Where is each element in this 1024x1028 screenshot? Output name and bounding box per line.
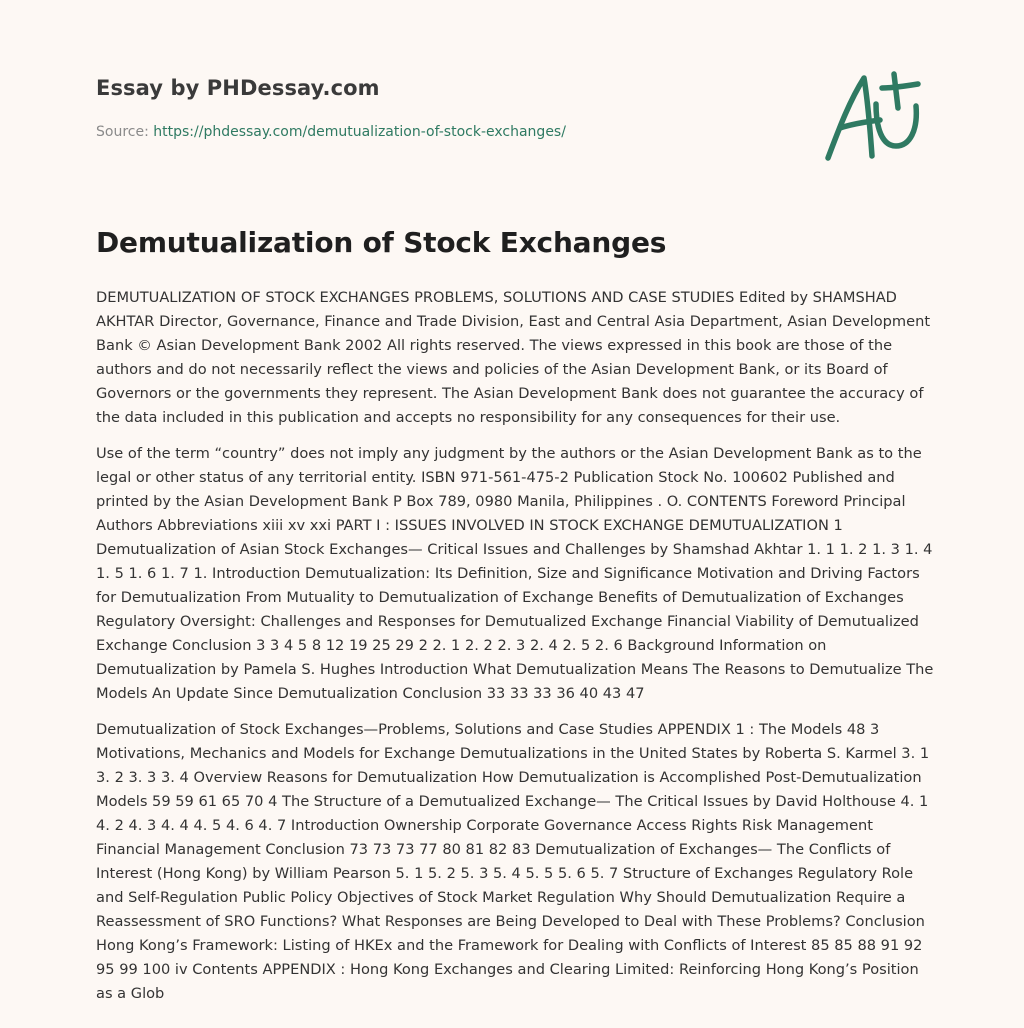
article-paragraph: Demutualization of Stock Exchanges—Problems, Solutions and Case Studies APPENDIX 1 : The Models 48 3 Motivations, Mechanics and Models for Exchange Demutualizations in the United States by Roberta S. Karmel 3. 1 3. 2 3. 3 3. 4 Overview Reasons for Demutualization How Demutualization is Accomplished Post-Demutualization Models 59 59 61 65 70 4 The Structure of a Demutualized Exchange— The Critical Issues by David Holthouse 4. 1 4. 2 4. 3 4. 4 4. 5 4. 6 4. 7 Introduction Ownership Corporate Governance Access Rights Risk Management Financial Management Conclusion 73 73 73 77 80 81 82 83 Demutualization of Exchanges— The Conflicts of Interest (Hong Kong) by William Pearson 5. 1 5. 2 5. 3 5. 4 5. 5 5. 6 5. 7 Structure of Exchanges Regulatory Role and Self-Regulation Public Policy Objectives of Stock Market Regulation Why Should Demutualization Require a Reassessment of SRO Functions? What Responses are Being Developed to Deal with These Problems? Conclusion Hong Kong’s Framework: Listing of HKEx and the Framework for Dealing with Conflicts of Interest 85 85 88 91 92 95 99 100 iv Contents APPENDIX : Hong Kong Exchanges and Clearing Limited: Reinforcing Hong Kong’s Position as a Glob [96,721,930,1002]
article-body [96,286,936,1018]
site-title: Essay by PHDessay.com [96,76,380,100]
a-plus-logo-svg [818,66,928,166]
source-line [96,124,566,140]
article-paragraph: DEMUTUALIZATION OF STOCK EXCHANGES PROBLEMS, SOLUTIONS AND CASE STUDIES Edited by SHAMSHAD AKHTAR Director, Governance, Finance and Trade Division, East and Central Asia Department, Asian Development Bank © Asian Development Bank 2002 All rights reserved. The views expressed in this book are those of the authors and do not necessarily reflect the views and policies of the Asian Development Bank, or its Board of Governors or the governments they represent. The Asian Development Bank does not guarantee the accuracy of the data included in this publication and accepts no responsibility for any consequences for their use. [96,289,931,426]
source-link[interactable]: https://phdessay.com/demutualization-of-stock-exchanges/ [153,124,566,140]
article-paragraph: Use of the term “country” does not imply any judgment by the authors or the Asian Development Bank as to the legal or other status of any territorial entity. ISBN 971-561-475-2 Publication Stock No. 100602 Published and printed by the Asian Development Bank P Box 789, 0980 Manila, Philippines . O. CONTENTS Foreword Principal Authors Abbreviations xiii xv xxi PART I : ISSUES INVOLVED IN STOCK EXCHANGE DEMUTUALIZATION 1 Demutualization of Asian Stock Exchanges— Critical Issues and Challenges by Shamshad Akhtar 1. 1 1. 2 1. 3 1. 4 1. 5 1. 6 1. 7 1. Introduction Demutualization: Its Definition, Size and Significance Motivation and Driving Factors for Demutualization From Mutuality to Demutualization of Exchange Benefits of Demutualization of Exchanges Regulatory Oversight: Challenges and Responses for Demutualized Exchange Financial Viability of Demutualized Exchange Conclusion 3 3 4 5 8 12 19 25 29 2 2. 1 2. 2 2. 3 2. 4 2. 5 2. 6 Background Information on Demutualization by Pamela S. Hughes Introduction What Demutualization Means The Reasons to Demutualize The Models An Update Since Demutualization Conclusion 33 33 33 36 40 43 47 [96,445,934,702]
page-title: Demutualization of Stock Exchanges [96,226,667,259]
a-plus-logo-icon [818,66,928,166]
source-label: Source: [96,124,149,140]
